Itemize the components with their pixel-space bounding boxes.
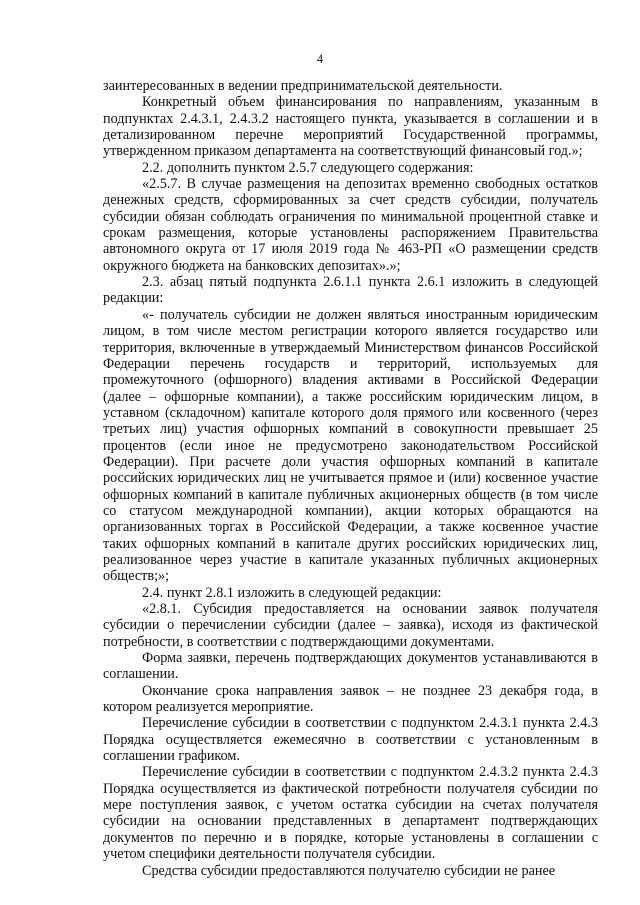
document-body — [103, 78, 598, 879]
paragraph-clause-2-5-7: «2.5.7. В случае размещения на депозитах временно свободных остатков денежных средств, сформированных за счет средств субсидии, получатель субсидии обязан соблюдать ограничения по минимальной процентной ставке и срокам размещения, которые установлены распоряжением Правительства автономного округа от 17 июля 2019 года № 463-РП «О размещении средств окружного бюджета на банковских депозитах».»; — [103, 176, 598, 274]
paragraph-clause-2-8-1: «2.8.1. Субсидия предоставляется на основании заявок получателя субсидии о перечислении субсидии (далее – заявка), исходя из фактической потребности, в соответствии с подтверждающими документами. — [103, 601, 598, 650]
paragraph-amendment-2-3: 2.3. абзац пятый подпункта 2.6.1.1 пункта 2.6.1 изложить в следующей редакции: — [103, 274, 598, 307]
paragraph-transfer-2-4-3-2: Перечисление субсидии в соответствии с подпунктом 2.4.3.2 пункта 2.4.3 Порядка осуществляется из фактической потребности получателя субсидии по мере поступления заявок, с учетом остатка субсидии на счетах получателя субсидии на основании представленных в департамент подтверждающих документов по перечню и в порядке, которые установлены в соглашении с учетом специфики деятельности получателя субсидии. — [103, 764, 598, 863]
paragraph-amendment-2-2: 2.2. дополнить пунктом 2.5.7 следующего содержания: — [142, 159, 474, 176]
paragraph-application-form: Форма заявки, перечень подтверждающих документов устанавливаются в соглашении. — [103, 650, 598, 683]
paragraph-offshore-requirement: «- получатель субсидии не должен являться иностранным юридическим лицом, в том числе местом регистрации которого является государство или территория, включенные в утверждаемый Министерством финансов Российской Федерации перечень государств и территорий, используемых для промежуточного (офшорного) владения активами в Российской Федерации (далее – офшорные компании), а также российским юридическим лицом, в уставном (складочном) капитале которого доля прямого или косвенного (через третьих лиц) участия офшорных компаний в совокупности превышает 25 процентов (если иное не предусмотрено законодательством Российской Федерации). При расчете доли участия офшорных компаний в капитале российских юридических лиц не учитывается прямое и (или) косвенное участие офшорных компаний в капитале публичных акционерных обществ (в том числе со статусом международной компании), акции которых обращаются на организованных торгах в Российской Федерации, а также косвенное участие таких офшорных компаний в капитале других российских юридических лиц, реализованное через участие в капитале указанных публичных акционерных обществ;»; — [103, 306, 598, 585]
paragraph-amendment-2-4: 2.4. пункт 2.8.1 изложить в следующей редакции: — [142, 584, 442, 601]
page-number: 4 — [316, 52, 324, 66]
paragraph-continuation: заинтересованных в ведении предпринимательской деятельности. — [103, 78, 503, 94]
paragraph-deadline: Окончание срока направления заявок – не позднее 23 декабря года, в котором реализуется мероприятие. — [103, 682, 598, 716]
paragraph-financing-volume: Конкретный объем финансирования по направлениям, указанным в подпунктах 2.4.3.1, 2.4.3.2 настоящего пункта, указывается в соглашении и в детализированном перечне мероприятий Государственной программы, утвержденном приказом департамента на соответствующий финансовый год.»; — [103, 94, 598, 160]
paragraph-transfer-2-4-3-1: Перечисление субсидии в соответствии с подпунктом 2.4.3.1 пункта 2.4.3 Порядка осуществляется ежемесячно в соответствии с установленным в соглашении графиком. — [103, 715, 598, 765]
paragraph-funds-provision: Средства субсидии предоставляются получателю субсидии не ранее — [142, 862, 556, 879]
